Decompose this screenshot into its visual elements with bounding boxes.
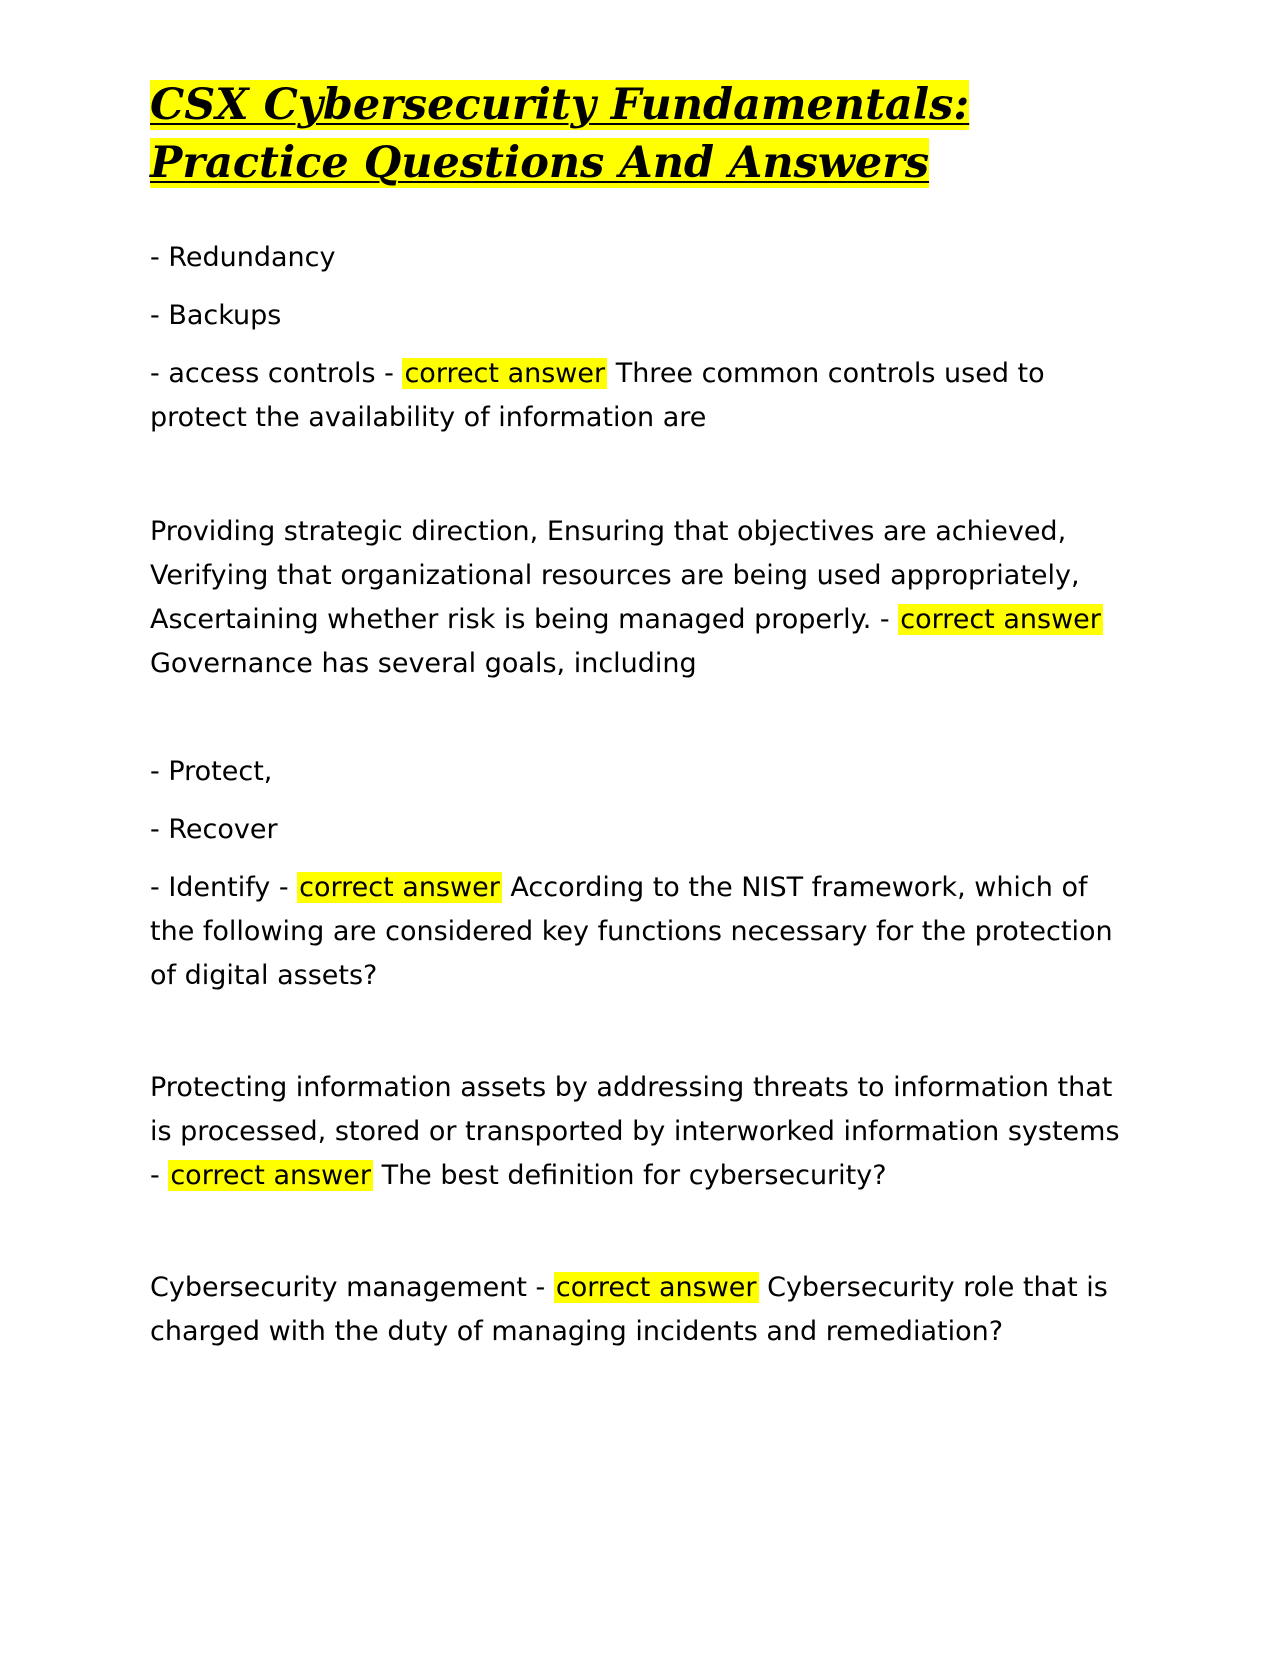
correct-answer-tag: correct answer [170, 1160, 371, 1191]
answer-line: - Redundancy [150, 242, 336, 273]
answer-line: - Protect, [150, 756, 273, 787]
qa-paragraph [150, 352, 1130, 440]
document-title-text: CSX Cybersecurity Fundamentals: Practice Questions And Answers [150, 80, 970, 188]
question-text: Three common controls used to protect the availability of information are [150, 358, 1045, 433]
qa-paragraph [150, 866, 1130, 998]
question-text: According to the NIST framework, which of the following are considered key functions necessary for the protection of digital assets? [150, 872, 1113, 991]
answer-lead: Cybersecurity management - [150, 1272, 554, 1303]
qa-paragraph [150, 1066, 1130, 1198]
answer-line: - Recover [150, 814, 278, 845]
answer-lead: Providing strategic direction, Ensuring that objectives are achieved, Verifying that organizational resources are being used appropriately, Ascertaining whether risk is being managed properly. - [150, 516, 1080, 635]
correct-answer-tag: correct answer [555, 1272, 757, 1303]
qa-paragraph [150, 510, 1130, 686]
correct-answer-tag: correct answer [299, 872, 500, 903]
correct-answer-tag: correct answer [404, 358, 606, 389]
correct-answer-tag: correct answer [900, 604, 1101, 635]
question-text: Cybersecurity role that is charged with the duty of managing incidents and remediation? [150, 1272, 1108, 1347]
question-text: The best definition for cybersecurity? [381, 1160, 887, 1191]
question-text: Governance has several goals, including [150, 648, 697, 679]
answer-line: - Backups [150, 300, 282, 331]
qa-paragraph [150, 1266, 1130, 1354]
answer-lead: - access controls - [150, 358, 403, 389]
document-title [150, 76, 1130, 192]
answer-lead: - Identify - [150, 872, 298, 903]
answer-lead: Protecting information assets by addressing threats to information that is processed, stored or transported by interworked information systems - [150, 1072, 1120, 1191]
